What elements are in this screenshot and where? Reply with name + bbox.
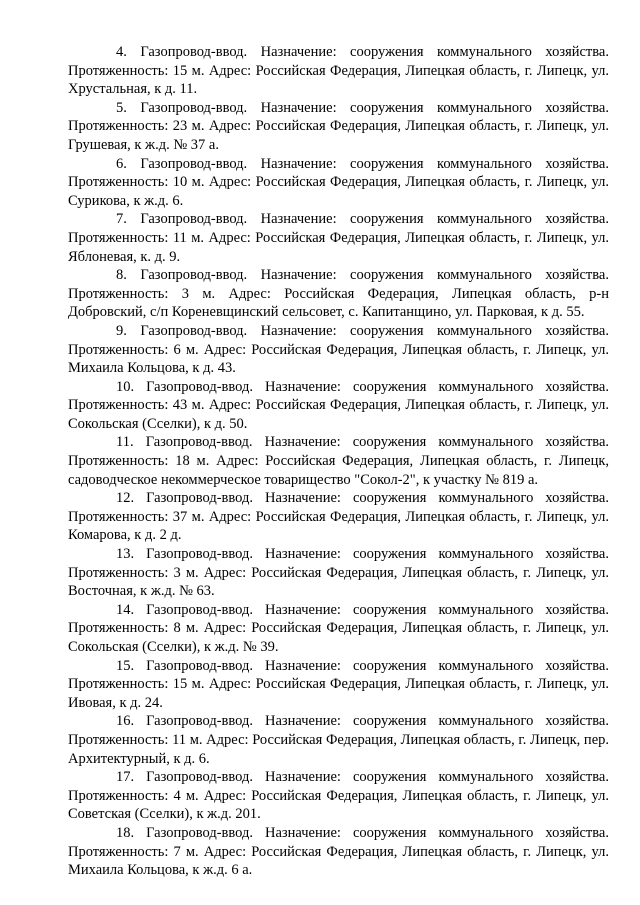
list-item: 15. Газопровод-ввод. Назначение: сооружения коммунального хозяйства. Протяженность: 15 м. Адрес: Российская Федерация, Липецкая область, г. Липецк, ул. Ивовая, к д. 24. [68, 657, 609, 711]
list-item: 11. Газопровод-ввод. Назначение: сооружения коммунального хозяйства. Протяженность: 18 м. Адрес: Российская Федерация, Липецкая область, г. Липецк, садоводческое некоммерческое товарищество "Сокол-2", к участку № 819 а. [68, 434, 609, 488]
list-item: 13. Газопровод-ввод. Назначение: сооружения коммунального хозяйства. Протяженность: 3 м. Адрес: Российская Федерация, Липецкая область, г. Липецк, ул. Восточная, к ж.д. № 63. [68, 546, 609, 600]
list-item: 5. Газопровод-ввод. Назначение: сооружения коммунального хозяйства. Протяженность: 23 м. Адрес: Российская Федерация, Липецкая область, г. Липецк, ул. Грушевая, к ж.д. № 37 а. [68, 99, 609, 153]
list-item: 12. Газопровод-ввод. Назначение: сооружения коммунального хозяйства. Протяженность: 37 м. Адрес: Российская Федерация, Липецкая область, г. Липецк, ул. Комарова, к д. 2 д. [68, 490, 609, 544]
list-item: 17. Газопровод-ввод. Назначение: сооружения коммунального хозяйства. Протяженность: 4 м. Адрес: Российская Федерация, Липецкая область, г. Липецк, ул. Советская (Сселки), к ж.д. 201. [68, 769, 609, 823]
list-item: 10. Газопровод-ввод. Назначение: сооружения коммунального хозяйства. Протяженность: 43 м. Адрес: Российская Федерация, Липецкая область, г. Липецк, ул. Сокольская (Сселки), к д. 50. [68, 378, 609, 432]
list-item: 18. Газопровод-ввод. Назначение: сооружения коммунального хозяйства. Протяженность: 7 м. Адрес: Российская Федерация, Липецкая область, г. Липецк, ул. Михаила Кольцова, к ж.д. 6 а. [68, 824, 609, 879]
list-item: 8. Газопровод-ввод. Назначение: сооружения коммунального хозяйства. Протяженность: 3 м. Адрес: Российская Федерация, Липецкая область, р-н Добровский, с/п Кореневщинский сельсовет, с. Капитанщино, ул. Парковая, к д. 55. [68, 267, 609, 321]
list-item: 7. Газопровод-ввод. Назначение: сооружения коммунального хозяйства. Протяженность: 11 м. Адрес: Российская Федерация, Липецкая область, г. Липецк, ул. Яблоневая, к. д. 9. [68, 211, 609, 265]
list-item: 16. Газопровод-ввод. Назначение: сооружения коммунального хозяйства. Протяженность: 11 м. Адрес: Российская Федерация, Липецкая область, г. Липецк, пер. Архитектурный, к д. 6. [68, 713, 609, 767]
list-item: 4. Газопровод-ввод. Назначение: сооружения коммунального хозяйства. Протяженность: 15 м. Адрес: Российская Федерация, Липецкая область, г. Липецк, ул. Хрустальная, к д. 11. [68, 44, 609, 98]
list-item: 6. Газопровод-ввод. Назначение: сооружения коммунального хозяйства. Протяженность: 10 м. Адрес: Российская Федерация, Липецкая область, г. Липецк, ул. Сурикова, к ж.д. 6. [68, 155, 609, 209]
document-page [68, 43, 609, 880]
list-item: 9. Газопровод-ввод. Назначение: сооружения коммунального хозяйства. Протяженность: 6 м. Адрес: Российская Федерация, Липецкая область, г. Липецк, ул. Михаила Кольцова, к д. 43. [68, 322, 609, 377]
list-item: 14. Газопровод-ввод. Назначение: сооружения коммунального хозяйства. Протяженность: 8 м. Адрес: Российская Федерация, Липецкая область, г. Липецк, ул. Сокольская (Сселки), к ж.д. № 39. [68, 601, 609, 655]
